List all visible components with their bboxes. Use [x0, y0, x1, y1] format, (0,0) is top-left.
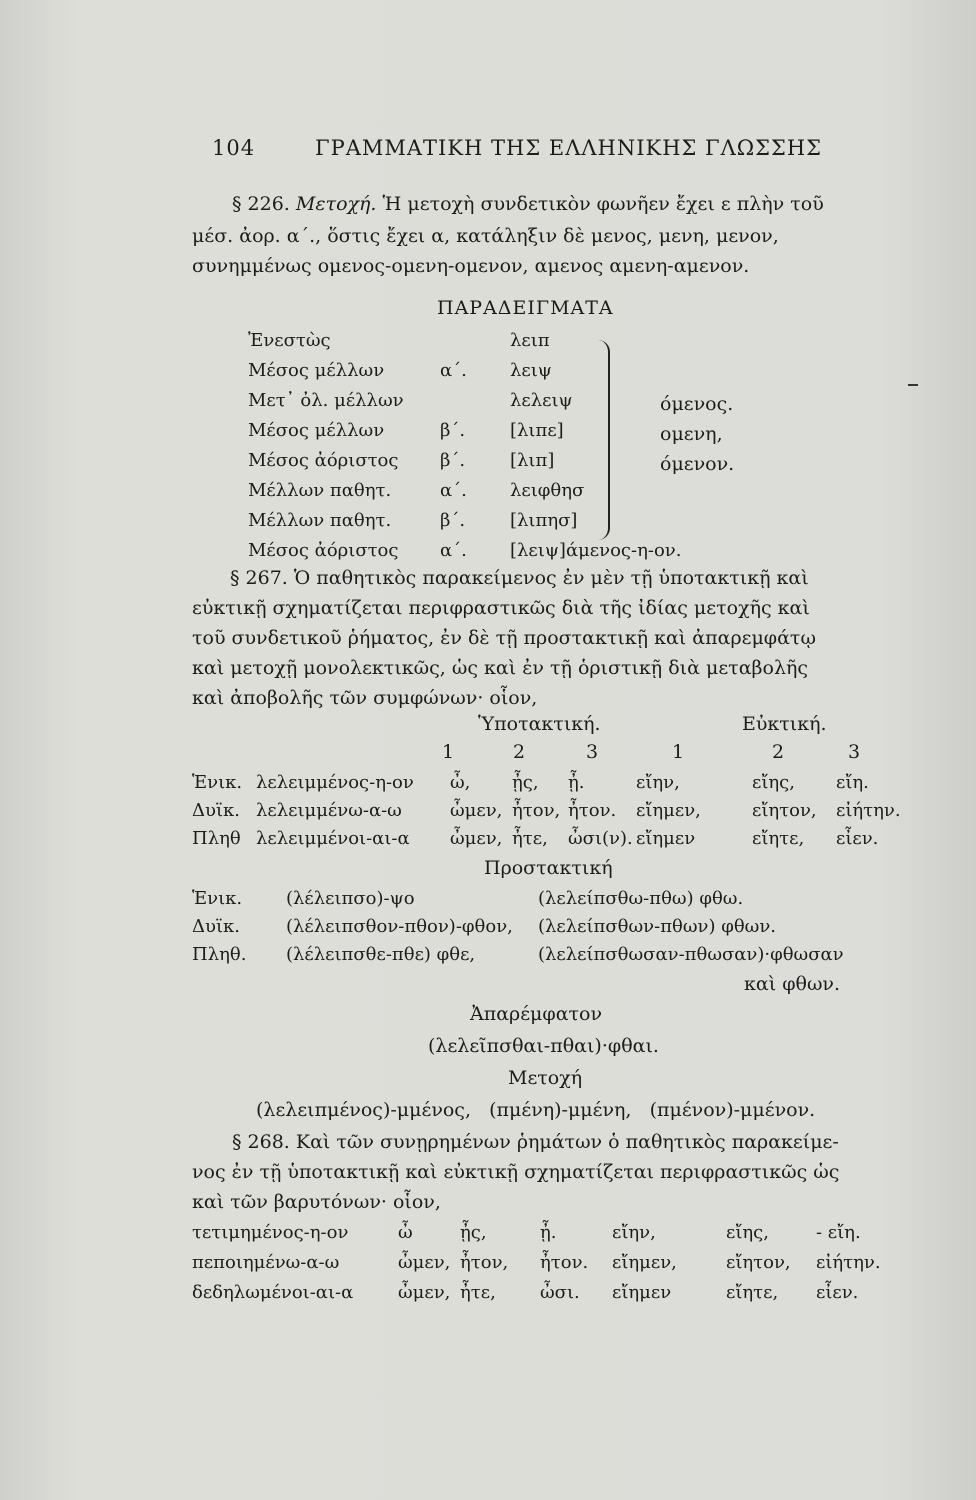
running-title: ΓΡΑΜΜΑΤΙΚΗ ΤΗΣ ΕΛΛΗΝΙΚΗΣ ΓΛΩΣΣΗΣ [315, 136, 823, 160]
imperative-2nd-person: (λέλειπσθε-πθε) φθε, [286, 944, 476, 965]
infinitive-value: (λελεῖπσθαι-πθαι)·φθαι. [428, 1035, 659, 1057]
optative-heading: Εὐκτική. [742, 713, 827, 735]
section-268-line: § 268. Καὶ τῶν συνῃρημένων ῥημάτων ὁ παθητικὸς παρακείμε- [232, 1131, 839, 1153]
section-268-part: τετιμημένος-η-ον [192, 1222, 349, 1243]
person-number: 1 [672, 741, 685, 763]
section-268-c6: - εἴη. [816, 1222, 861, 1243]
example-label: Μέλλων παθητ. [248, 480, 392, 501]
subj-opt-c3: ᾖ. [568, 772, 585, 793]
subj-opt-c1: ὦ, [450, 772, 471, 793]
section-268-c4: εἴημεν, [612, 1252, 677, 1273]
example-stem: λελειψ [510, 390, 573, 411]
subj-opt-c2: ἦτον, [512, 800, 561, 821]
infinitive-heading: Ἀπαρέμφατον [470, 1003, 603, 1025]
subj-opt-c1: ὦμεν, [450, 800, 503, 821]
participle-value: (λελειπμένος)-μμένος, (πμένη)-μμένη, (πμένον)-μμένον. [256, 1099, 816, 1121]
section-268-part: δεδηλωμένοι-αι-α [192, 1282, 354, 1303]
person-number: 1 [442, 741, 455, 763]
examples-title: ΠΑΡΑΔΕΙΓΜΑΤΑ [437, 297, 614, 319]
example-label: Μετ᾿ ὀλ. μέλλων [248, 390, 404, 411]
section-268-c6: εἰήτην. [816, 1252, 881, 1273]
section-268-part: πεποιημένω-α-ω [192, 1252, 340, 1273]
person-number: 2 [513, 741, 526, 763]
example-number: β΄. [440, 450, 466, 471]
subj-opt-part: λελειμμένοι-αι-α [256, 828, 410, 849]
subj-opt-label: Ἑνικ. [192, 772, 243, 793]
example-number: α΄. [440, 540, 467, 561]
subj-opt-c3: ἦτον. [568, 800, 617, 821]
subj-opt-c5: εἴητον, [752, 800, 817, 821]
example-stem: [λειψ]άμενος-η-ον. [510, 540, 682, 561]
subj-opt-c5: εἴης, [752, 772, 795, 793]
person-number: 3 [848, 741, 861, 763]
example-stem: λειψ [510, 360, 552, 381]
imperative-number-label: Ἑνικ. [192, 888, 243, 909]
example-stem: λειφθησ [510, 480, 585, 501]
section-268-c2: ἦτον, [460, 1252, 509, 1273]
section-268-c4: εἴημεν [612, 1282, 672, 1303]
subj-opt-c2: ᾖς, [512, 772, 539, 793]
section-226-heading: Μετοχή. [295, 193, 377, 215]
section-268-line: καὶ τῶν βαρυτόνων· οἷον, [192, 1191, 441, 1213]
page-number: 104 [212, 136, 256, 160]
subj-opt-part: λελειμμένω-α-ω [256, 800, 402, 821]
section-267-line: καὶ μετοχῇ μονολεκτικῶς, ὡς καὶ ἐν τῇ ὁριστικῇ διὰ μεταβολῆς [192, 657, 809, 679]
subjunctive-heading: Ὑποτακτική. [478, 713, 601, 735]
section-268-c3: ὦσι. [540, 1282, 580, 1303]
person-number: 2 [772, 741, 785, 763]
subj-opt-c6: εἴη. [836, 772, 869, 793]
section-226-line-3: συνημμένως ομενος-ομενη-ομενον, αμενος αμενη-αμενον. [192, 255, 750, 277]
section-268-c3: ἦτον. [540, 1252, 589, 1273]
example-label: Μέσος μέλλων [248, 420, 385, 441]
imperative-number-label: Πληθ. [192, 944, 247, 965]
example-number: β΄. [440, 510, 466, 531]
section-268-c1: ὦμεν, [398, 1282, 451, 1303]
imperative-3rd-person: (λελείπσθων-πθων) φθων. [538, 916, 777, 937]
section-226-text: Ἡ μετοχὴ συνδετικὸν φωνῆεν ἔχει ε πλὴν τοῦ [382, 193, 824, 215]
imperative-extra: καὶ φθων. [744, 973, 841, 995]
section-268-c6: εἶεν. [816, 1282, 859, 1303]
example-number: α΄. [440, 480, 467, 501]
example-label: Ἐνεστὼς [248, 330, 331, 351]
section-226-line-1 [232, 192, 824, 216]
section-268-c1: ὦ [398, 1222, 413, 1243]
imperative-3rd-person: (λελείπσθω-πθω) φθω. [538, 888, 744, 909]
section-267-line: τοῦ συνδετικοῦ ῥήματος, ἐν δὲ τῇ προστακτικῇ καὶ ἀπαρεμφάτῳ [192, 627, 816, 649]
imperative-3rd-person: (λελείπσθωσαν-πθωσαν)·φθωσαν [538, 944, 844, 965]
example-stem: [λιπησ] [510, 510, 578, 531]
subj-opt-c3: ὦσι(ν). [568, 828, 633, 849]
subj-opt-c6: εἰήτην. [836, 800, 901, 821]
subj-opt-c4: εἴην, [636, 772, 680, 793]
examples-brace [598, 340, 610, 540]
section-268-c1: ὦμεν, [398, 1252, 451, 1273]
example-stem: [λιπ] [510, 450, 555, 471]
subj-opt-label: Πληθ [192, 828, 241, 849]
margin-dash [908, 384, 918, 386]
section-268-c2: ἦτε, [460, 1282, 496, 1303]
section-268-c3: ᾖ. [540, 1222, 557, 1243]
section-268-c2: ᾖς, [460, 1222, 487, 1243]
section-268-c5: εἴητε, [726, 1282, 779, 1303]
subj-opt-c4: εἴημεν [636, 828, 696, 849]
imperative-number-label: Δυϊκ. [192, 916, 240, 937]
example-stem: λειπ [510, 330, 550, 351]
participle-heading: Μετοχή [508, 1067, 583, 1089]
section-267-line: § 267. Ὁ παθητικὸς παρακείμενος ἐν μὲν τῇ ὑποτακτικῇ καὶ [230, 567, 809, 589]
subj-opt-part: λελειμμένος-η-ον [256, 772, 414, 793]
person-number: 3 [586, 741, 599, 763]
subj-opt-c6: εἶεν. [836, 828, 879, 849]
section-226-number: § 226. [232, 193, 290, 215]
subj-opt-c1: ὦμεν, [450, 828, 503, 849]
example-number: β΄. [440, 420, 466, 441]
example-number: α΄. [440, 360, 467, 381]
subj-opt-label: Δυϊκ. [192, 800, 240, 821]
subj-opt-c2: ἦτε, [512, 828, 548, 849]
section-226-line-2: μέσ. ἀορ. α΄., ὅστις ἔχει α, κατάληξιν δὲ μενος, μενη, μενον, [192, 225, 779, 247]
example-label: Μέλλων παθητ. [248, 510, 392, 531]
example-label: Μέσος μέλλων [248, 360, 385, 381]
section-267-line: καὶ ἀποβολῆς τῶν συμφώνων· οἷον, [192, 687, 538, 709]
subj-opt-c5: εἴητε, [752, 828, 805, 849]
example-label: Μέσος ἀόριστος [248, 450, 399, 471]
subj-opt-c4: εἴημεν, [636, 800, 701, 821]
section-268-c5: εἴητον, [726, 1252, 791, 1273]
example-label: Μέσος ἀόριστος [248, 540, 399, 561]
section-267-line: εὐκτικῇ σχηματίζεται περιφραστικῶς διὰ τῆς ἰδίας μετοχῆς καὶ [192, 597, 810, 619]
section-268-line: νος ἐν τῇ ὑποτακτικῇ καὶ εὐκτικῇ σχηματίζεται περιφραστικῶς ὡς [192, 1161, 840, 1183]
ending-feminine: ομενη, [660, 423, 723, 445]
ending-neuter: όμενον. [660, 453, 735, 475]
imperative-2nd-person: (λέλειπσο)-ψο [286, 888, 415, 909]
section-268-c5: εἴης, [726, 1222, 769, 1243]
ending-masculine: όμενος. [660, 393, 734, 415]
section-268-c4: εἴην, [612, 1222, 656, 1243]
example-stem: [λιπε] [510, 420, 564, 441]
imperative-heading: Προστακτική [484, 857, 613, 879]
imperative-2nd-person: (λέλειπσθον-πθον)-φθον, [286, 916, 513, 937]
